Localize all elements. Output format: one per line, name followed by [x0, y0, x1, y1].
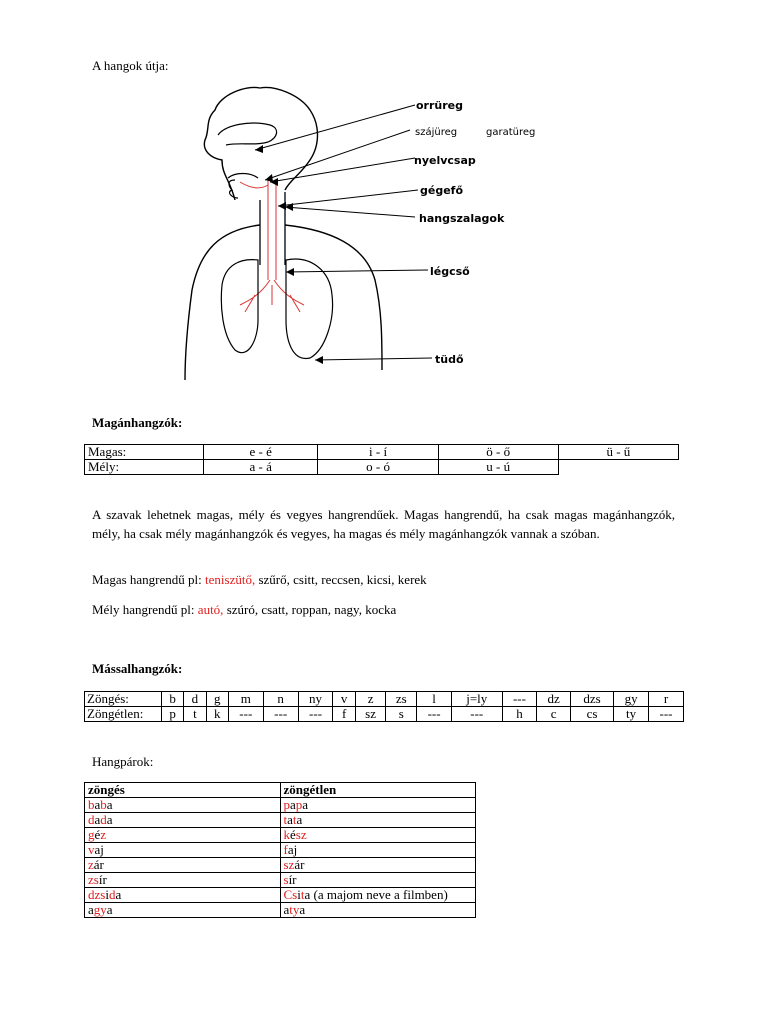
- header-zongetlen: zöngétlen: [280, 783, 476, 798]
- word-segment: p: [283, 797, 290, 812]
- pair-voiced-cell: [85, 798, 281, 813]
- vowel-cell: o - ó: [318, 460, 438, 475]
- consonant-cell: j=ly: [452, 692, 503, 707]
- word-segment: a: [88, 902, 94, 917]
- hangrend-paragraph: A szavak lehetnek magas, mély és vegyes hangrendűek. Magas hangrendű, ha csak magas magánhangzók, mély, ha csak mély magánhangzók és vegyes, ha magas és mély magánhangzók vannak a szóban.: [92, 507, 675, 541]
- word-segment: a: [296, 812, 303, 827]
- label-legcso: légcső: [430, 265, 470, 278]
- consonant-cell: ---: [263, 707, 298, 722]
- word-segment: b: [88, 797, 95, 812]
- word-segment: t: [292, 812, 297, 827]
- word-segment: t: [300, 887, 305, 902]
- pair-voiced-cell: [85, 873, 281, 888]
- vowel-cell: u - ú: [438, 460, 558, 475]
- pair-voiced-cell: [85, 903, 281, 918]
- word-segment: p: [295, 797, 303, 812]
- header-zonges: zöngés: [85, 783, 281, 798]
- consonant-cell: k: [206, 707, 228, 722]
- pair-voiceless-cell: [280, 888, 476, 903]
- word-segment: f: [283, 842, 288, 857]
- pair-voiceless-cell: [280, 828, 476, 843]
- label-garatureg: garatüreg: [486, 127, 536, 138]
- consonant-cell: sz: [355, 707, 386, 722]
- consonant-cell: r: [649, 692, 684, 707]
- consonant-cell: ---: [228, 707, 263, 722]
- table-row: [85, 798, 476, 813]
- table-row: [85, 828, 476, 843]
- pair-voiced-cell: [85, 888, 281, 903]
- consonant-cell: m: [228, 692, 263, 707]
- word-segment: a (a majom neve a filmben): [304, 887, 448, 902]
- pair-voiceless-cell: [280, 843, 476, 858]
- word-segment: a: [283, 902, 290, 917]
- consonant-cell: cs: [570, 707, 613, 722]
- consonants-title: Mássalhangzók:: [92, 661, 183, 676]
- word-segment: aj: [287, 842, 298, 857]
- page-heading: A hangok útja:: [92, 58, 169, 73]
- word-segment: a: [287, 812, 293, 827]
- row-label: Mély:: [85, 460, 204, 475]
- table-row: [85, 843, 476, 858]
- word-segment: a: [106, 797, 113, 812]
- pair-voiced-cell: [85, 858, 281, 873]
- table-row: [85, 873, 476, 888]
- consonant-cell: ny: [298, 692, 333, 707]
- vowel-cell: a - á: [204, 460, 318, 475]
- consonant-cell: b: [162, 692, 184, 707]
- word-segment: a: [115, 887, 122, 902]
- label-nyelvcsap: nyelvcsap: [414, 154, 476, 167]
- word-segment: g: [88, 827, 95, 842]
- pair-voiceless-cell: [280, 873, 476, 888]
- pair-voiced-cell: [85, 813, 281, 828]
- example-rest: szűrő, csitt, reccsen, kicsi, kerek: [255, 572, 427, 587]
- vowel-table: [84, 444, 679, 475]
- pairs-title: Hangpárok:: [92, 754, 154, 769]
- word-segment: b: [100, 797, 107, 812]
- word-segment: s: [283, 872, 289, 887]
- consonant-cell: gy: [614, 692, 649, 707]
- table-row: [85, 707, 684, 722]
- consonant-cell: h: [502, 707, 537, 722]
- consonant-cell: ---: [298, 707, 333, 722]
- vowel-cell: ö - ő: [438, 445, 558, 460]
- word-segment: a: [299, 902, 306, 917]
- vowel-cell: ü - ű: [558, 445, 678, 460]
- table-row: [85, 445, 679, 460]
- pair-voiced-cell: [85, 843, 281, 858]
- word-segment: ír: [98, 872, 107, 887]
- label-gegefo: gégefő: [420, 184, 464, 197]
- pair-voiceless-cell: [280, 798, 476, 813]
- consonant-cell: t: [184, 707, 206, 722]
- pair-voiceless-cell: [280, 858, 476, 873]
- word-segment: d: [108, 887, 116, 902]
- table-row: [85, 813, 476, 828]
- pairs-table: [84, 782, 476, 918]
- pair-voiceless-cell: [280, 903, 476, 918]
- label-hangszalagok: hangszalagok: [419, 212, 505, 225]
- word-segment: ty: [289, 902, 300, 917]
- label-tudo: tüdő: [435, 353, 464, 366]
- word-segment: zs: [88, 872, 99, 887]
- consonant-cell: zs: [386, 692, 417, 707]
- empty-cell: [558, 460, 678, 475]
- consonant-cell: g: [206, 692, 228, 707]
- row-label: Zöngétlen:: [85, 707, 162, 722]
- word-segment: i: [105, 887, 109, 902]
- vowel-cell: i - í: [318, 445, 438, 460]
- table-row: [85, 858, 476, 873]
- consonant-cell: v: [333, 692, 355, 707]
- table-row: [85, 903, 476, 918]
- word-segment: ár: [294, 857, 305, 872]
- consonant-cell: z: [355, 692, 386, 707]
- consonant-cell: d: [184, 692, 206, 707]
- consonant-cell: l: [417, 692, 452, 707]
- word-segment: sz: [295, 827, 307, 842]
- word-segment: d: [88, 812, 95, 827]
- word-segment: a: [302, 797, 309, 812]
- pair-voiceless-cell: [280, 813, 476, 828]
- consonant-cell: ---: [649, 707, 684, 722]
- word-segment: k: [283, 827, 290, 842]
- word-segment: z: [100, 827, 107, 842]
- word-segment: dzs: [88, 887, 106, 902]
- word-segment: t: [283, 812, 288, 827]
- example-low: [92, 600, 675, 619]
- word-segment: Cs: [283, 887, 298, 902]
- consonant-cell: ---: [452, 707, 503, 722]
- word-segment: a: [290, 797, 296, 812]
- example-high: [92, 570, 675, 589]
- word-segment: ár: [93, 857, 104, 872]
- consonant-table: [84, 691, 684, 722]
- table-row: [85, 888, 476, 903]
- consonant-cell: ty: [614, 707, 649, 722]
- pair-voiced-cell: [85, 828, 281, 843]
- consonant-cell: f: [333, 707, 355, 722]
- word-segment: a: [94, 812, 101, 827]
- table-row: [85, 460, 679, 475]
- word-segment: a: [106, 902, 113, 917]
- word-segment: i: [297, 887, 301, 902]
- word-segment: d: [100, 812, 107, 827]
- consonant-cell: c: [537, 707, 570, 722]
- word-segment: aj: [94, 842, 104, 857]
- example-rest: szúró, csatt, roppan, nagy, kocka: [223, 602, 397, 617]
- example-prefix: Magas hangrendű pl:: [92, 572, 206, 587]
- consonant-cell: s: [386, 707, 417, 722]
- word-segment: a: [106, 812, 113, 827]
- word-segment: a: [94, 797, 101, 812]
- example-highlight: teniszütő,: [205, 572, 256, 587]
- consonant-cell: dzs: [570, 692, 613, 707]
- table-header-row: [85, 783, 476, 798]
- word-segment: gy: [93, 902, 107, 917]
- table-row: [85, 692, 684, 707]
- consonant-cell: dz: [537, 692, 570, 707]
- consonant-cell: ---: [502, 692, 537, 707]
- consonant-cell: p: [162, 707, 184, 722]
- word-segment: v: [88, 842, 95, 857]
- row-label: Magas:: [85, 445, 204, 460]
- word-segment: ír: [288, 872, 297, 887]
- word-segment: sz: [283, 857, 295, 872]
- word-segment: é: [94, 827, 101, 842]
- consonant-cell: ---: [417, 707, 452, 722]
- label-szajureg: szájüreg: [415, 127, 458, 138]
- consonant-cell: n: [263, 692, 298, 707]
- row-label: Zöngés:: [85, 692, 162, 707]
- example-prefix: Mély hangrendű pl:: [92, 602, 198, 617]
- vowels-title: Magánhangzók:: [92, 415, 183, 430]
- label-orrureg: orrüreg: [416, 99, 463, 112]
- example-highlight: autó,: [197, 602, 224, 617]
- word-segment: é: [290, 827, 296, 842]
- vowel-cell: e - é: [204, 445, 318, 460]
- word-segment: z: [88, 857, 94, 872]
- vocal-tract-diagram: [160, 80, 560, 390]
